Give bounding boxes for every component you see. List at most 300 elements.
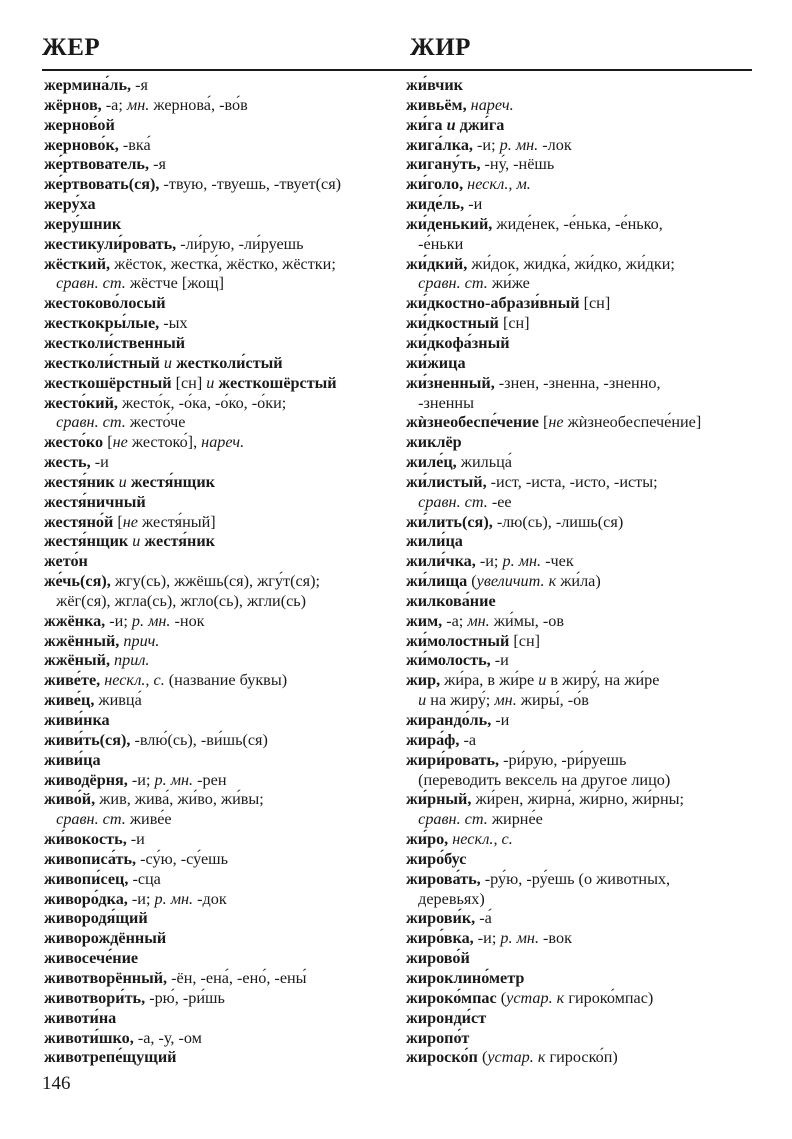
entry-line xyxy=(44,394,394,414)
entry-text: -зненны xyxy=(406,393,474,412)
entry-text xyxy=(406,274,418,292)
headword: жи́молость, xyxy=(406,651,495,670)
entry-line xyxy=(44,532,394,552)
entry-text: -и xyxy=(468,195,483,214)
entry-text: -я xyxy=(135,76,148,94)
headword: жи́денький, xyxy=(406,214,497,233)
grammar-note: сравн. ст. xyxy=(56,274,130,293)
grammar-note: увеличит. к xyxy=(476,572,561,591)
headword: жиде́ль, xyxy=(406,195,469,214)
entry-text: жесто́к, -о́ка, -о́ко, -о́ки; xyxy=(122,393,287,412)
entry-text: ( xyxy=(481,1048,488,1067)
entry-text: -а; xyxy=(446,611,468,630)
entry-line xyxy=(44,651,394,671)
headword: жиклёр xyxy=(406,433,462,452)
headword: живи́ть(ся), xyxy=(44,730,135,749)
headword: же́ртвователь, xyxy=(44,155,154,174)
entry-line xyxy=(406,751,756,771)
headword: жестоково́лосый xyxy=(44,294,166,313)
grammar-note: нареч. xyxy=(470,95,514,114)
headword: животвори́ть, xyxy=(44,988,150,1007)
headword: жёсткий, xyxy=(44,254,115,273)
headword: жиронди́ст xyxy=(406,1008,487,1027)
entry-line xyxy=(406,711,756,731)
entry-line xyxy=(406,294,756,314)
headword: живоро́дка, xyxy=(44,889,132,908)
grammar-note: нескл., с. xyxy=(452,830,513,849)
entry-text: жёг(ся), жгла(сь), жгло(сь), жгли(сь) xyxy=(44,591,307,610)
entry-line xyxy=(406,651,756,671)
grammar-note: прил. xyxy=(114,651,150,670)
entry-text xyxy=(44,413,56,431)
entry-line xyxy=(406,255,756,275)
entry-line xyxy=(406,175,756,195)
grammar-note: нескл., с. xyxy=(104,671,169,690)
entry-text: -ист, -иста, -исто, -исты; xyxy=(490,472,658,491)
entry-text: -ён, -ена́, -ено́, -ены́ xyxy=(171,968,307,987)
grammar-note: не xyxy=(122,512,143,531)
grammar-note: и xyxy=(206,373,219,392)
entry-line xyxy=(406,810,756,830)
entry-line xyxy=(44,810,394,830)
headword: жи́лить(ся), xyxy=(406,512,497,531)
entry-line xyxy=(44,989,394,1009)
headword: жето́н xyxy=(44,552,88,571)
entry-text: -и; xyxy=(131,770,155,789)
headword: жи́лища xyxy=(406,572,472,591)
entry-line xyxy=(44,1029,394,1049)
entry-line xyxy=(44,572,394,592)
headword: жига́лка, xyxy=(406,135,478,154)
entry-line xyxy=(406,572,756,592)
entry-text: жи́же xyxy=(491,274,530,293)
entry-text xyxy=(406,691,418,709)
headword: жи́листый, xyxy=(406,472,491,491)
headword: же́чь(ся), xyxy=(44,572,115,591)
entry-text: жильца́ xyxy=(460,453,512,472)
entry-text: -и; xyxy=(109,611,132,630)
headword: жироско́п xyxy=(406,1048,482,1067)
entry-line xyxy=(44,731,394,751)
entry-line xyxy=(406,1009,756,1029)
headword: живорождённый xyxy=(44,929,167,948)
entry-line xyxy=(44,473,394,493)
entry-text: на жиру́; xyxy=(430,691,495,710)
headword: жернов́ой xyxy=(44,115,115,134)
headword-conjunction: и xyxy=(446,115,460,134)
entry-line xyxy=(44,711,394,731)
headword: жи́дкостный xyxy=(406,314,503,333)
entry-text: (название буквы) xyxy=(168,671,288,690)
entry-text: -а xyxy=(463,730,477,749)
headword: жесткокры́лые, xyxy=(44,314,164,333)
entry-text: жив, жива́, жи́во, жи́вы; xyxy=(99,790,264,809)
entry-line xyxy=(406,731,756,751)
entry-text: -лю(сь), -лишь(ся) xyxy=(496,512,624,531)
entry-text: гироко́мпас) xyxy=(568,988,654,1007)
headword: жироко́мпас xyxy=(406,988,501,1007)
entry-line xyxy=(44,155,394,175)
entry-line xyxy=(44,830,394,850)
headword: жжёный, xyxy=(44,651,115,670)
entry-text: ( xyxy=(500,988,507,1007)
entry-line xyxy=(44,453,394,473)
entry-text: жи́док, жидка́, жи́дко, жи́дки; xyxy=(471,254,675,273)
entry-line xyxy=(406,493,756,513)
entry-text: -рен xyxy=(197,770,227,789)
grammar-note: не xyxy=(548,413,568,432)
grammar-note: прич. xyxy=(123,631,160,650)
headword: жиро́вка, xyxy=(406,929,478,948)
headword: живо́й, xyxy=(44,790,100,809)
headword: жили́чка, xyxy=(406,552,480,571)
headword: живородя́щий xyxy=(44,909,148,928)
entry-text: -твую, -твуешь, -твует(ся) xyxy=(163,175,342,194)
entry-line xyxy=(406,374,756,394)
entry-line xyxy=(406,909,756,929)
entry-line xyxy=(44,612,394,632)
entry-text: -е́ньки xyxy=(406,234,464,253)
headword: жироклино́метр xyxy=(406,968,525,987)
headword: жесто́кий, xyxy=(44,393,122,412)
entry-text: -чек xyxy=(545,552,574,571)
entry-text: живца́ xyxy=(98,691,142,710)
headword: жи́ро, xyxy=(406,830,453,849)
grammar-note: мн. xyxy=(126,95,154,114)
entry-text: -ее xyxy=(491,492,512,511)
entry-line xyxy=(406,354,756,374)
entry-line xyxy=(44,929,394,949)
headword: жирандо́ль, xyxy=(406,711,496,729)
entry-text: жернова́, -во́в xyxy=(153,95,248,114)
grammar-note: сравн. ст. xyxy=(418,274,492,293)
headword: жири́ровать, xyxy=(406,750,504,769)
entry-text: жи́мы, -ов xyxy=(493,611,564,630)
grammar-note: р. мн. xyxy=(499,135,543,154)
headword: живьём, xyxy=(406,95,471,114)
headword: жжённый, xyxy=(44,631,124,650)
entry-line xyxy=(406,513,756,533)
headword: жестя́ник xyxy=(44,472,119,491)
entry-text: -ри́рую, -ри́руешь xyxy=(503,750,627,769)
entry-line xyxy=(406,632,756,652)
entry-text xyxy=(406,493,418,511)
entry-line xyxy=(406,334,756,354)
entry-text: -и; xyxy=(477,135,500,154)
entry-text: жестя́ный] xyxy=(142,512,216,531)
entry-text: -а; xyxy=(105,95,127,114)
entry-line xyxy=(44,552,394,572)
entry-text: -и; xyxy=(477,929,501,948)
grammar-note: сравн. ст. xyxy=(418,810,492,829)
entry-line xyxy=(44,314,394,334)
headword: жи́вчик xyxy=(406,76,463,94)
entry-line xyxy=(406,592,756,612)
entry-text: (переводить вексель на другое лицо) xyxy=(406,770,671,789)
entry-line xyxy=(406,830,756,850)
entry-line xyxy=(44,175,394,195)
grammar-note: сравн. ст. xyxy=(56,413,130,432)
entry-line xyxy=(44,909,394,929)
entry-line xyxy=(44,334,394,354)
headword: живи́нка xyxy=(44,711,110,729)
entry-line xyxy=(406,790,756,810)
entry-line xyxy=(44,294,394,314)
grammar-note: р. мн. xyxy=(500,929,544,948)
grammar-note: сравн. ст. xyxy=(418,492,492,511)
entry-line xyxy=(406,433,756,453)
entry-line xyxy=(406,1029,756,1049)
entry-line xyxy=(406,76,756,96)
entry-text: -су́ю, -су́ешь xyxy=(140,849,229,868)
headword: жирово́й xyxy=(406,949,470,968)
entry-line xyxy=(406,671,756,691)
entry-line xyxy=(44,354,394,374)
headword: жестя́нщик xyxy=(44,532,133,551)
grammar-note: нескл., м. xyxy=(467,175,531,194)
entry-text: -и xyxy=(495,711,510,729)
headword: жиропо́т xyxy=(406,1028,470,1047)
running-head-right: ЖИР xyxy=(410,34,471,61)
grammar-note: р. мн. xyxy=(502,552,546,571)
headword: жира́ф, xyxy=(406,730,464,749)
headword: жи́дкофа́зный xyxy=(406,333,510,352)
entry-line xyxy=(406,235,756,255)
entry-line xyxy=(44,592,394,612)
entry-line xyxy=(44,691,394,711)
headword: жеру́ха xyxy=(44,195,96,214)
entry-line xyxy=(406,413,756,433)
entry-line xyxy=(406,949,756,969)
headword: жи́дкостно-абрази́вный xyxy=(406,294,584,313)
entry-line xyxy=(44,850,394,870)
entry-text: -лок xyxy=(542,135,572,154)
grammar-note: и xyxy=(118,472,131,491)
entry-line xyxy=(406,552,756,572)
headword: жестя́ничный xyxy=(44,492,146,511)
entry-text: -ну́, -нёшь xyxy=(484,155,555,174)
entry-text: -ру́ю, -ру́ешь (о животных, xyxy=(484,869,671,888)
entry-text: гироско́п) xyxy=(549,1048,618,1067)
headword: жермина́ль, xyxy=(44,76,136,94)
headword: жир, xyxy=(406,671,445,690)
entry-line xyxy=(406,473,756,493)
entry-text: -а́ xyxy=(479,909,492,928)
entry-text: жестоко́], xyxy=(131,433,202,452)
headword: жиле́ц, xyxy=(406,453,461,472)
headword: жестя́ник xyxy=(144,532,215,551)
entries-column-left xyxy=(44,76,394,1068)
entry-line xyxy=(44,1048,394,1068)
grammar-note: мн. xyxy=(467,611,494,630)
entry-line xyxy=(44,274,394,294)
headword: жесткошёрстный xyxy=(44,373,176,392)
entry-text: -вок xyxy=(543,929,572,948)
headword: жи́вокость, xyxy=(44,830,131,849)
headword: жестяно́й xyxy=(44,512,118,531)
headword: жестя́нщик xyxy=(130,472,215,491)
entry-line xyxy=(406,989,756,1009)
page-number: 146 xyxy=(42,1073,71,1094)
grammar-note: и xyxy=(538,671,551,690)
entry-text: [сн] xyxy=(513,631,541,650)
grammar-note: устар. к xyxy=(487,1048,550,1067)
entry-line xyxy=(44,969,394,989)
entry-text: жирне́е xyxy=(491,810,543,829)
entry-line xyxy=(44,136,394,156)
entry-text xyxy=(44,810,56,828)
entry-text: жесто́че xyxy=(129,413,186,432)
headword: жирова́ть, xyxy=(406,869,485,888)
entry-line xyxy=(406,771,756,791)
entry-text: [ xyxy=(542,413,549,432)
entry-text: -сца xyxy=(132,869,161,888)
headword: живе́ц, xyxy=(44,691,99,710)
entry-text: жи́ла) xyxy=(560,572,601,591)
headword: живи́ца xyxy=(44,750,101,769)
entry-line xyxy=(406,929,756,949)
headword: жи́зненный, xyxy=(406,373,499,392)
headword: жи́молостный xyxy=(406,631,514,650)
entry-text: -знен, -зненна, -зненно, xyxy=(498,373,661,392)
entry-text: -вка́ xyxy=(122,135,151,154)
running-head-left: ЖЕР xyxy=(42,34,101,61)
entry-text: деревьях) xyxy=(406,889,485,908)
entry-line xyxy=(44,116,394,136)
headword: жиро́бус xyxy=(406,849,467,868)
headword: джи́га xyxy=(459,115,505,134)
entry-line xyxy=(406,314,756,334)
entry-text: в жиру́, на жи́ре xyxy=(550,671,660,690)
entry-text: -я xyxy=(153,155,166,174)
entry-line xyxy=(406,870,756,890)
entry-line xyxy=(44,632,394,652)
entry-text: [сн] xyxy=(502,314,530,333)
entry-line xyxy=(406,850,756,870)
entry-line xyxy=(44,433,394,453)
entry-text: [ xyxy=(107,433,113,452)
entry-line xyxy=(406,890,756,910)
headword: жеру́шник xyxy=(44,214,122,233)
entry-text: -ых xyxy=(163,314,188,333)
headword: жесто́ко xyxy=(44,433,108,452)
grammar-note: и xyxy=(132,532,145,551)
headword: жерново́к, xyxy=(44,135,123,154)
entry-line xyxy=(44,513,394,533)
entry-line xyxy=(44,671,394,691)
grammar-note: и xyxy=(163,353,177,372)
entry-text: жи́рен, жирна́, жи́рно, жи́рны; xyxy=(475,790,684,809)
entries-column-right xyxy=(406,76,756,1068)
entry-text: -влю́(сь), -ви́шь(ся) xyxy=(134,730,268,749)
entry-text: -нок xyxy=(174,611,205,630)
entry-text: -и xyxy=(94,453,109,472)
grammar-note: р. мн. xyxy=(154,770,198,789)
entry-text: жёсток, жестка́, жёстко, жёстки; xyxy=(114,254,336,273)
entry-line xyxy=(44,949,394,969)
entry-line xyxy=(44,751,394,771)
entry-line xyxy=(44,76,394,96)
entry-text: [ xyxy=(117,512,123,531)
headword: животи́на xyxy=(44,1008,117,1027)
entry-line xyxy=(44,96,394,116)
entry-line xyxy=(406,691,756,711)
headword: жестколи́ственный xyxy=(44,333,186,352)
headword: же́ртвовать(ся), xyxy=(44,175,164,194)
headword: жи́жица xyxy=(406,353,466,372)
entry-line xyxy=(406,969,756,989)
grammar-note: устар. к xyxy=(506,988,569,1007)
entry-text: жёстче [жощ] xyxy=(129,274,224,293)
headword: жесткошёрстый xyxy=(218,373,337,392)
headword: живодёрня, xyxy=(44,770,132,789)
entry-line xyxy=(406,195,756,215)
grammar-note: и xyxy=(418,691,431,710)
headword: жѝзнеобеспе́чение xyxy=(406,413,543,432)
entry-line xyxy=(44,493,394,513)
entry-line xyxy=(44,790,394,810)
headword: животи́шко, xyxy=(44,1028,138,1047)
headword: жжёнка, xyxy=(44,611,110,630)
headword: жи́рный, xyxy=(406,790,476,809)
entry-text: -и xyxy=(494,651,509,670)
headword: жили́ца xyxy=(406,532,463,551)
grammar-note: мн. xyxy=(494,691,521,710)
entry-line xyxy=(406,215,756,235)
entry-text: -док xyxy=(197,889,227,908)
headword: жи́га xyxy=(406,115,447,134)
entry-text: живе́е xyxy=(129,810,172,829)
entry-line xyxy=(406,96,756,116)
entry-line xyxy=(406,532,756,552)
grammar-note: нареч. xyxy=(201,433,245,452)
headword: жестколи́стый xyxy=(176,353,283,372)
entry-line xyxy=(406,274,756,294)
headword: жи́дкий, xyxy=(406,254,472,273)
entry-text: ( xyxy=(471,572,477,591)
entry-line xyxy=(44,235,394,255)
entry-line xyxy=(44,255,394,275)
headword: жирови́к, xyxy=(406,909,480,928)
entry-text: жи́ра, в жи́ре xyxy=(444,671,539,690)
headword: живопи́сец, xyxy=(44,869,133,888)
grammar-note: р. мн. xyxy=(131,611,175,630)
headword: животрепе́щущий xyxy=(44,1048,177,1067)
entry-line xyxy=(44,890,394,910)
headword: жёрнов, xyxy=(44,95,106,114)
entry-text: -рю́, -ри́шь xyxy=(149,988,225,1007)
entry-line xyxy=(406,612,756,632)
headword: животворённый, xyxy=(44,968,172,987)
grammar-note: не xyxy=(112,433,132,452)
headword: жесть, xyxy=(44,453,95,472)
entry-line xyxy=(44,195,394,215)
headword: живе́те, xyxy=(44,671,105,690)
entry-text: -и; xyxy=(479,552,503,571)
entry-text: -ли́рую, -ли́руешь xyxy=(180,234,304,253)
entry-line xyxy=(406,394,756,414)
entry-text: -и xyxy=(130,830,145,849)
entry-line xyxy=(406,116,756,136)
entry-text: жѝзнеобеспече́ние] xyxy=(567,413,702,432)
grammar-note: сравн. ст. xyxy=(56,810,130,829)
grammar-note: р. мн. xyxy=(154,889,198,908)
entry-line xyxy=(44,771,394,791)
headword: живописа́ть, xyxy=(44,849,141,868)
entry-line xyxy=(44,1009,394,1029)
entry-text: жиде́нек, -е́нька, -е́нько, xyxy=(496,214,663,233)
entry-line xyxy=(44,215,394,235)
